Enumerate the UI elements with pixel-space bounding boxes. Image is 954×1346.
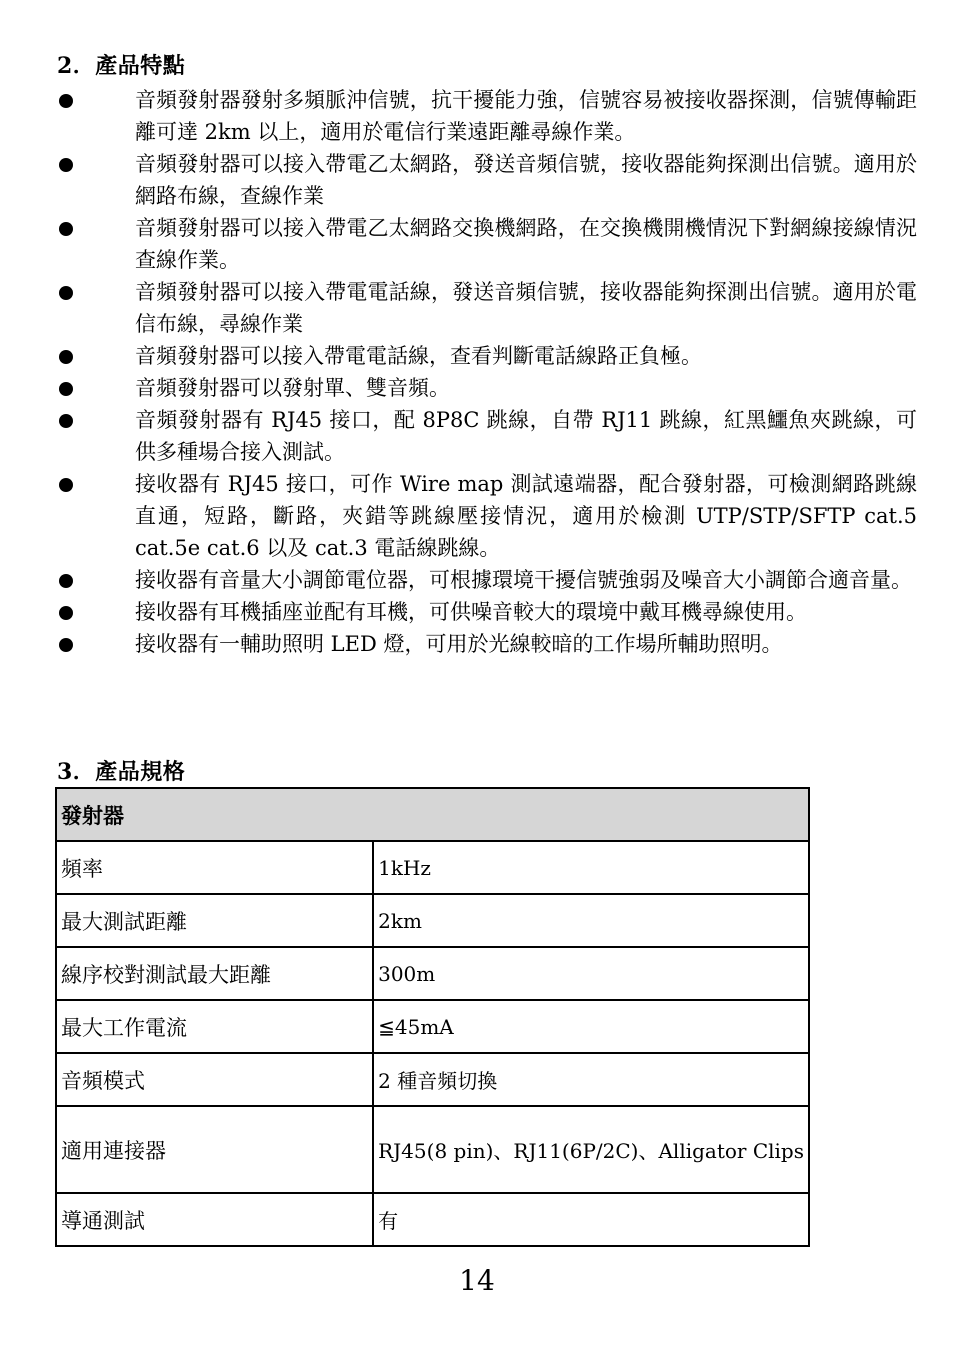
section-2-heading: 2．產品特點	[57, 53, 186, 79]
spec-value: 有	[373, 1193, 809, 1246]
spec-label: 最大工作電流	[56, 1000, 373, 1053]
spec-label: 適用連接器	[56, 1106, 373, 1193]
spec-value: ≦45mA	[373, 1000, 809, 1053]
feature-item	[57, 372, 917, 404]
table-row	[56, 841, 809, 894]
spec-value: 2 種音頻切換	[373, 1053, 809, 1106]
spec-value: 2km	[373, 894, 809, 947]
bullet-dot-icon	[59, 574, 73, 588]
table-row	[56, 1053, 809, 1106]
spec-value: 1kHz	[373, 841, 809, 894]
bullet-dot-icon	[59, 478, 73, 492]
feature-text: 音頻發射器可以接入帶電乙太網路，發送音頻信號，接收器能夠探測出信號。適用於網路布線，查線作業	[135, 152, 917, 208]
feature-text: 接收器有一輔助照明 LED 燈，可用於光線較暗的工作場所輔助照明。	[135, 632, 783, 656]
feature-item	[57, 84, 917, 148]
feature-item	[57, 276, 917, 340]
feature-item	[57, 340, 917, 372]
feature-item	[57, 148, 917, 212]
feature-text: 音頻發射器可以接入帶電電話線，發送音頻信號，接收器能夠探測出信號。適用於電信布線，尋線作業	[135, 280, 917, 336]
table-row	[56, 947, 809, 1000]
feature-item	[57, 404, 917, 468]
page-number: 14	[459, 1264, 495, 1297]
bullet-dot-icon	[59, 158, 73, 172]
feature-item	[57, 468, 917, 564]
spec-label: 線序校對測試最大距離	[56, 947, 373, 1000]
table-row	[56, 894, 809, 947]
feature-item	[57, 564, 917, 596]
feature-text: 音頻發射器可以發射單、雙音頻。	[135, 376, 450, 400]
table-row	[56, 1000, 809, 1053]
spec-value: 300m	[373, 947, 809, 1000]
spec-label: 頻率	[56, 841, 373, 894]
section-3-heading: 3．產品規格	[57, 759, 186, 785]
bullet-dot-icon	[59, 286, 73, 300]
spec-table	[55, 787, 810, 1247]
bullet-dot-icon	[59, 638, 73, 652]
bullet-dot-icon	[59, 94, 73, 108]
spec-label: 最大測試距離	[56, 894, 373, 947]
spec-label: 音頻模式	[56, 1053, 373, 1106]
feature-text: 接收器有音量大小調節電位器，可根據環境干擾信號強弱及噪音大小調節合適音量。	[135, 568, 912, 592]
bullet-dot-icon	[59, 350, 73, 364]
spec-value: RJ45(8 pin)、RJ11(6P/2C)、Alligator Clips	[373, 1106, 809, 1193]
table-row	[56, 1193, 809, 1246]
feature-text: 音頻發射器發射多頻脈沖信號，抗干擾能力強，信號容易被接收器探測，信號傳輸距離可達 2km 以上，適用於電信行業遠距離尋線作業。	[135, 88, 917, 144]
feature-item	[57, 596, 917, 628]
table-header-cell: 發射器	[56, 788, 809, 841]
spec-label: 導通測試	[56, 1193, 373, 1246]
feature-text: 音頻發射器可以接入帶電乙太網路交換機網路，在交換機開機情況下對網線接線情況查線作業。	[135, 216, 917, 272]
bullet-dot-icon	[59, 606, 73, 620]
feature-text: 接收器有耳機插座並配有耳機，可供噪音較大的環境中戴耳機尋線使用。	[135, 600, 807, 624]
table-header-row	[56, 788, 809, 841]
feature-text: 音頻發射器有 RJ45 接口，配 8P8C 跳線，自帶 RJ11 跳線，紅黑鱷魚夾跳線，可供多種場合接入測試。	[135, 408, 917, 464]
table-row	[56, 1106, 809, 1193]
feature-item	[57, 212, 917, 276]
feature-text: 接收器有 RJ45 接口，可作 Wire map 測試遠端器，配合發射器，可檢測網路跳線直通，短路，斷路，夾錯等跳線壓接情況，適用於檢測 UTP/STP/SFTP cat.5 cat.5e cat.6 以及 cat.3 電話線跳線。	[135, 472, 917, 560]
feature-text: 音頻發射器可以接入帶電電話線，查看判斷電話線路正負極。	[135, 344, 702, 368]
bullet-dot-icon	[59, 382, 73, 396]
bullet-dot-icon	[59, 414, 73, 428]
features-list	[57, 84, 917, 660]
feature-item	[57, 628, 917, 660]
bullet-dot-icon	[59, 222, 73, 236]
